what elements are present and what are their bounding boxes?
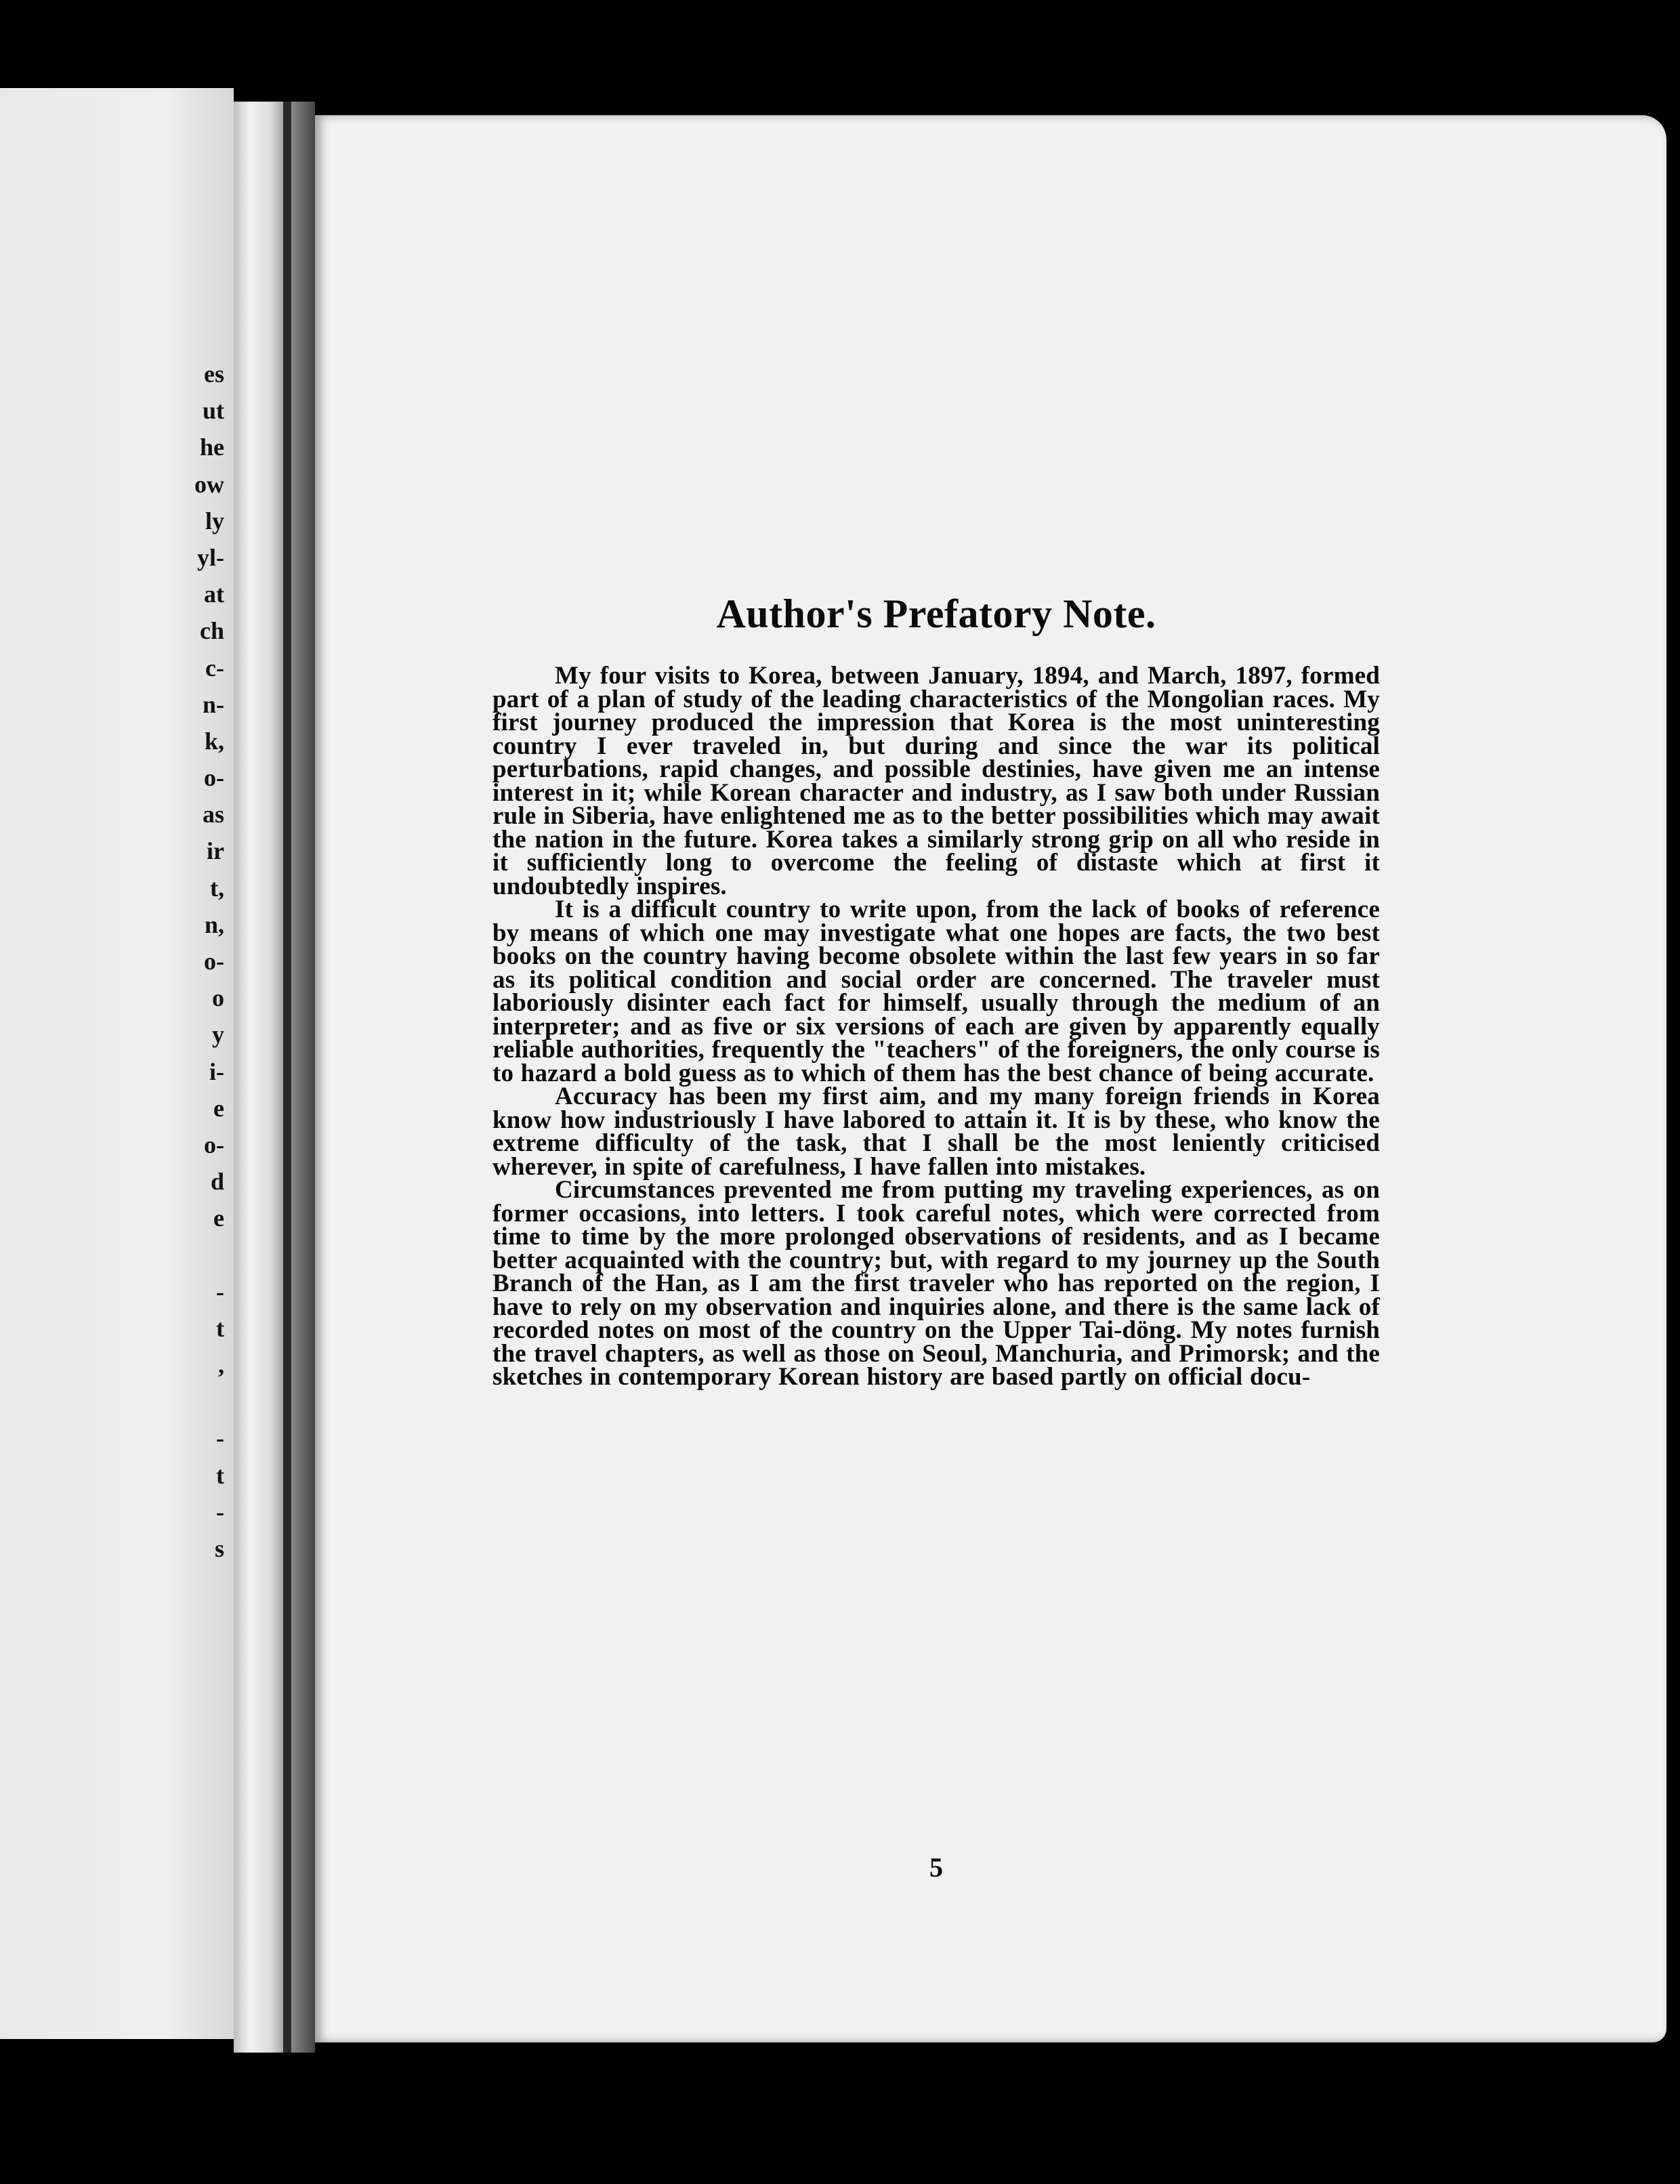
left-page-fragment <box>150 1237 224 1274</box>
left-page-fragment: n- <box>202 690 224 718</box>
left-page-fragment: n, <box>204 910 224 938</box>
left-page-fragment: yl- <box>197 543 224 571</box>
left-page-fragment <box>150 1383 224 1420</box>
left-page-fragment: , <box>218 1351 224 1379</box>
left-page-fragment: ly <box>205 507 224 534</box>
paragraph-3: Accuracy has been my first aim, and my many foreign friends in Korea know how industriously I have labored to attain it. It is by these, who know the extreme difficulty of the task, that I shall be the most leniently criticised wherever, in spite of carefulness, I have fallen into mistakes. <box>492 1083 1380 1181</box>
left-page-fragment: es <box>204 360 224 387</box>
left-page-fragment: t, <box>210 874 224 902</box>
left-page-fragment: ow <box>194 470 224 498</box>
left-page-fragment: ch <box>200 617 224 645</box>
left-page-fragment: s <box>214 1535 224 1562</box>
left-page-fragment: e <box>213 1204 224 1232</box>
left-page-line-fragments <box>150 356 224 1567</box>
left-page-fragment: t <box>216 1314 224 1342</box>
left-page-fragment: y <box>212 1021 224 1049</box>
right-page <box>315 115 1666 2042</box>
left-page-fragment: e <box>213 1094 224 1122</box>
paragraph-2: It is a difficult country to write upon, from the lack of books of reference by means of which one may investigate what one hopes are facts, the two best books on the country having become obsolete within the last few years in so far as its political condition and social order are concerned. The traveler must laboriously disinter each fact for himself, usually through the medium of an interpreter; and as five or six versions of each are given by apparently equally reliable authorities, frequently the "teachers" of the foreigners, the only course is to hazard a bold guess as to which of them has the best chance of being accurate. <box>492 896 1380 1087</box>
left-page-fragment: - <box>216 1425 224 1452</box>
page-number: 5 <box>929 1852 943 1883</box>
paragraph-4: Circumstances prevented me from putting my traveling experiences, as on former occasions, into letters. I took careful notes, which were corrected from time to time by the more prolonged observations of residents, and as I became better acquainted with the country; but, with regard to my journey up the South Branch of the Han, as I am the first traveler who has reported on the region, I have to rely on my observation and inquiries alone, and there is the same lack of recorded notes on most of the country on the Upper Tai-döng. My notes furnish the travel chapters, as well as those on Seoul, Manchuria, and Primorsk; and the sketches in contemporary Korean history are based partly on official docu- <box>492 1176 1380 1391</box>
left-page-fragment: d <box>210 1168 224 1196</box>
left-page <box>0 88 234 2039</box>
left-page-fragment: k, <box>204 727 224 755</box>
left-page-fragment: o- <box>204 948 224 975</box>
left-page-fragment: at <box>204 581 224 608</box>
left-page-fragment: o <box>212 984 224 1012</box>
left-page-fragment: he <box>200 434 224 461</box>
paragraph-1: My four visits to Korea, between January, 1894, and March, 1897, formed part of a plan of study of the leading characteristics of the Mongolian races. My first journey produced the impression that Korea is the most uninteresting country I ever traveled in, but during and since the war its political perturbations, rapid changes, and possible destinies, have given me an intense interest in it; while Korean character and industry, as I saw both under Russian rule in Siberia, have enlightened me as to the better possibilities which may await the nation in the future. Korea takes a similarly strong grip on all who reside in it sufficiently long to overcome the feeling of distaste which at first it undoubtedly inspires. <box>492 662 1380 900</box>
left-page-fragment: t <box>216 1461 224 1489</box>
page-title: Author's Prefatory Note. <box>716 591 1156 636</box>
left-page-fragment: - <box>216 1278 224 1305</box>
left-page-fragment: o- <box>204 764 224 792</box>
left-page-fragment: c- <box>205 654 224 681</box>
left-page-fragment: i- <box>209 1057 224 1085</box>
page-content <box>492 591 1380 1883</box>
left-page-fragment: o- <box>204 1131 224 1158</box>
left-page-fragment: ut <box>202 397 224 425</box>
book-gutter <box>234 102 315 2053</box>
left-page-fragment: - <box>216 1498 224 1526</box>
left-page-fragment: ir <box>207 837 224 865</box>
left-page-fragment: as <box>202 801 224 828</box>
page-edge <box>283 102 291 2053</box>
